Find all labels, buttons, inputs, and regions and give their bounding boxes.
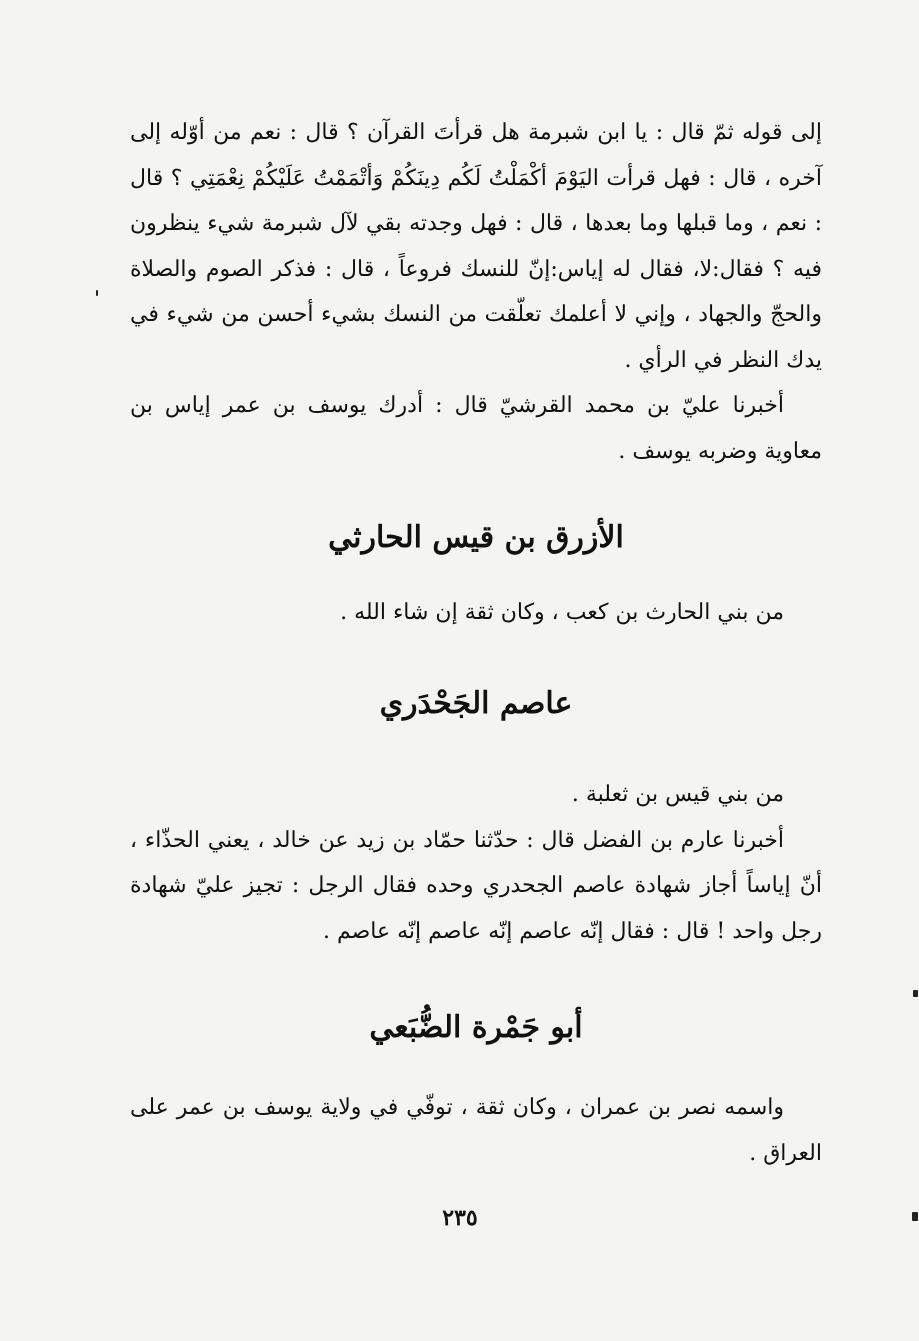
paragraph: أخبرنا عارم بن الفضل قال : حدّثنا حمّاد بن زيد عن خالد ، يعني الحذّاء ، أنّ إياساً أجاز شهادة عاصم الجحدري وحده فقال الرجل : تجيز عليّ شهادة رجل واحد ! قال : فقال إنّه عاصم إنّه عاصم إنّه عاصم . xyxy=(130,827,822,944)
opening-passage xyxy=(130,110,822,474)
scan-speck xyxy=(96,290,98,296)
section-heading: عاصم الجَحْدَري xyxy=(379,686,573,721)
paragraph: إلى قوله ثمّ قال : يا ابن شبرمة هل قرأتَ القرآن ؟ قال : نعم من أوّله إلى آخره ، قال : فهل قرأت اليَوْمَ أكْمَلْتُ لَكُم دِينَكُمْ وَأتْمَمْتُ عَلَيْكُمْ نِعْمَتِي ؟ قال : نعم ، وما قبلها وما بعدها ، قال : فهل وجدته بقي لآل شبرمة شيء ينظرون فيه ؟ فقال:لا، فقال له إياس:إنّ للنسك فروعاً ، قال : فذكر الصوم والصلاة والحجّ والجهاد ، وإني لا أعلمك تعلّقت من النسك بشيء أحسن من شيء في يدك النظر في الرأي . xyxy=(130,120,822,373)
section-body xyxy=(130,772,822,954)
paragraph: من بني قيس بن ثعلبة . xyxy=(571,782,784,807)
paragraph: واسمه نصر بن عمران ، وكان ثقة ، توفّي في ولاية يوسف بن عمر على العراق . xyxy=(130,1095,822,1166)
page-number: ٢٣٥ xyxy=(442,1205,478,1231)
section-heading: الأزرق بن قيس الحارثي xyxy=(328,520,624,555)
section-body xyxy=(130,590,822,636)
section-body xyxy=(130,1085,822,1176)
scan-speck xyxy=(913,990,918,997)
paragraph: من بني الحارث بن كعب ، وكان ثقة إن شاء الله . xyxy=(340,600,784,625)
section-heading: أبو جَمْرة الضُّبَعي xyxy=(369,1010,583,1045)
paragraph: أخبرنا عليّ بن محمد القرشيّ قال : أدرك يوسف بن عمر إياس بن معاوية وضربه يوسف . xyxy=(130,393,822,464)
scan-speck xyxy=(912,1212,918,1221)
